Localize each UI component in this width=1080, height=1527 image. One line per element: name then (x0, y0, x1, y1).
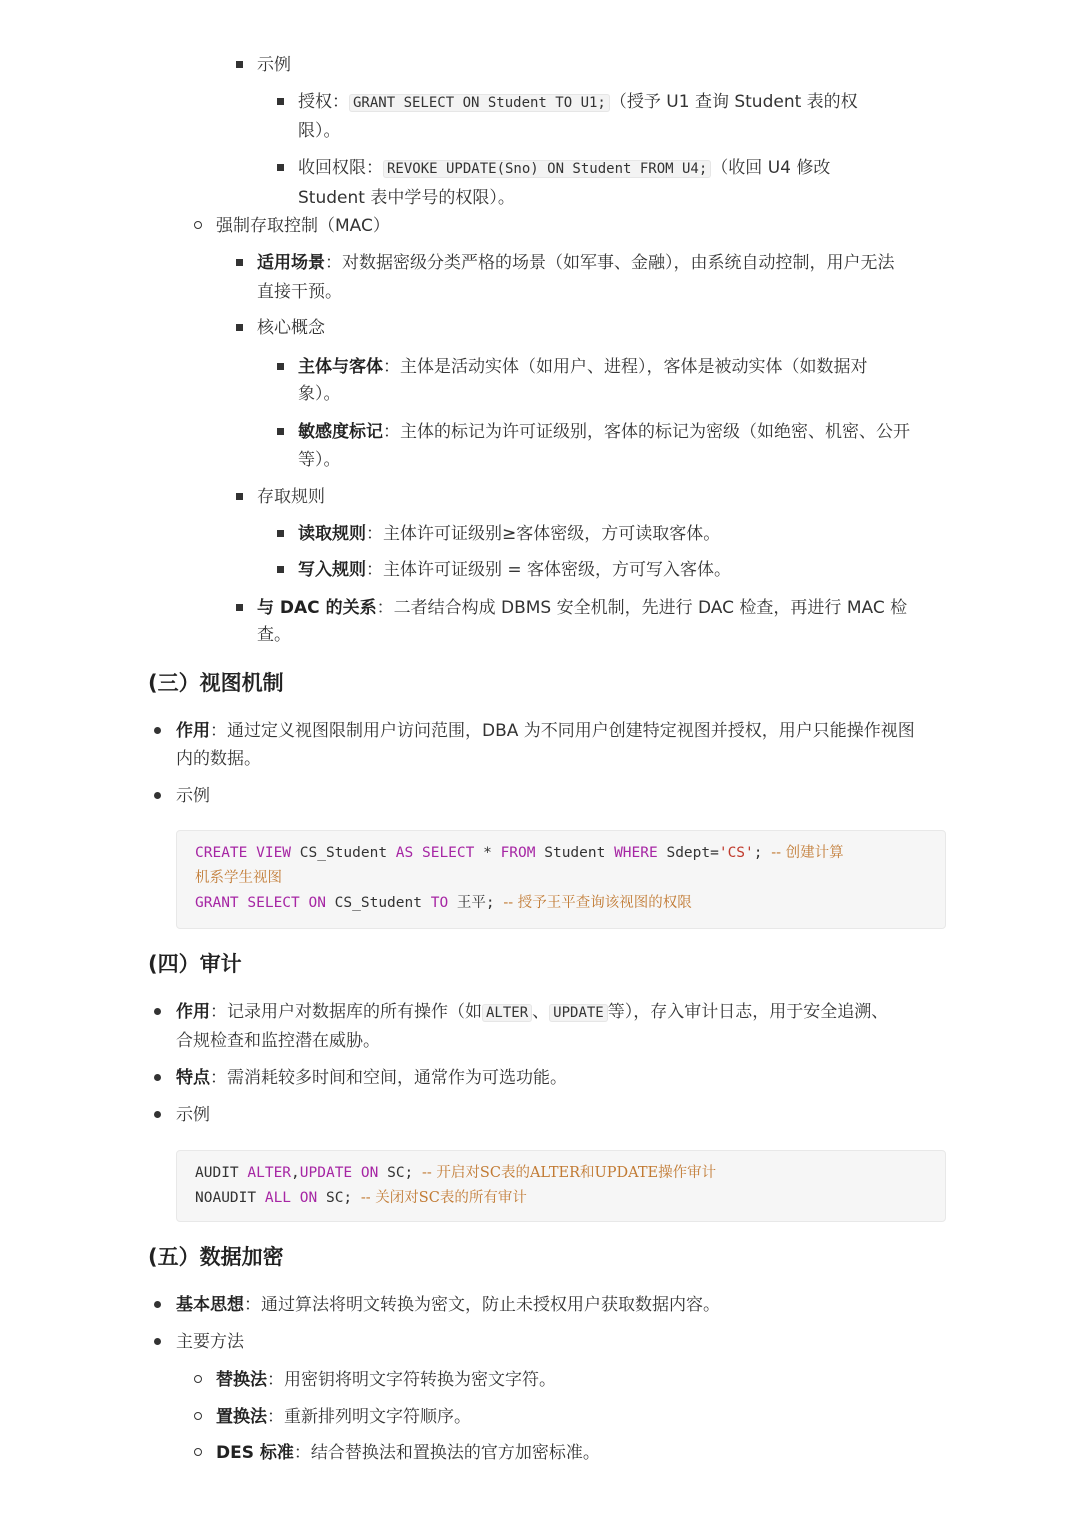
code-text: ; (753, 845, 772, 861)
code-text: 王平; (448, 895, 504, 911)
des-item (216, 1439, 600, 1467)
audit-purpose-item (176, 998, 888, 1027)
subject-label: 主体与客体 (298, 357, 383, 377)
inline-code-update: UPDATE (549, 1004, 608, 1022)
des-text: ：结合替换法和置换法的官方加密标准。 (293, 1443, 600, 1463)
revoke-desc: （收回 U4 修改 (711, 158, 831, 178)
code-keyword: UPDATE ON (299, 1165, 379, 1181)
sub-text: ：用密钥将明文字符转换为密文字符。 (267, 1370, 556, 1390)
code-keyword: GRANT SELECT ON (195, 895, 326, 911)
access-rules-item: 存取规则 (257, 483, 325, 511)
code-line (195, 866, 282, 891)
code-text: Student (535, 845, 615, 861)
view-example-item: 示例 (176, 782, 210, 810)
grant-prefix: 授权： (298, 92, 349, 112)
grant-item (298, 88, 858, 117)
code-keyword: AS SELECT (395, 845, 475, 861)
code-comment: -- 开启对SC表的ALTER和UPDATE操作审计 (422, 1165, 717, 1181)
perm-text: ：重新排列明文字符顺序。 (267, 1407, 471, 1427)
encrypt-idea-item (176, 1291, 720, 1319)
subject-object-item (298, 353, 868, 381)
mac-scene-item (257, 249, 895, 277)
view-purpose-cont: 内的数据。 (176, 749, 261, 769)
encrypt-methods-item: 主要方法 (176, 1328, 244, 1356)
code-text: AUDIT (195, 1165, 248, 1181)
scene-label: 适用场景 (257, 253, 325, 273)
code-text: , (291, 1165, 300, 1181)
code-comment: 机系学生视图 (195, 870, 282, 886)
audit-purpose-text: 等），存入审计日志，用于安全追溯、 (607, 1002, 889, 1022)
view-code-block (176, 830, 946, 929)
inline-code-alter: ALTER (482, 1004, 532, 1022)
code-line (195, 891, 692, 916)
revoke-code: REVOKE UPDATE(Sno) ON Student FROM U4; (383, 160, 711, 178)
separator: 、 (532, 1002, 550, 1022)
read-rule-item (298, 520, 720, 548)
scene-text-cont: 直接干预。 (257, 282, 342, 302)
audit-feature-item (176, 1064, 567, 1092)
substitution-item (216, 1366, 556, 1394)
sensitivity-mark-item (298, 418, 910, 446)
write-text: ：主体许可证级别 = 客体密级，方可写入客体。 (366, 560, 732, 580)
idea-text: ：通过算法将明文转换为密文，防止未授权用户获取数据内容。 (244, 1295, 720, 1315)
code-comment: -- 授予王平查询该视图的权限 (503, 895, 692, 911)
dac-label: 与 DAC 的关系 (257, 598, 377, 618)
encrypt-heading: (五）数据加密 (148, 1245, 284, 1269)
code-keyword: FROM (500, 845, 536, 861)
grant-code: GRANT SELECT ON Student TO U1; (349, 94, 610, 112)
mac-title: 强制存取控制（MAC） (216, 212, 390, 240)
code-line (195, 1186, 527, 1211)
audit-heading: (四）审计 (148, 952, 242, 976)
code-text: NOAUDIT (195, 1190, 265, 1206)
audit-purpose-text: ：记录用户对数据库的所有操作（如 (210, 1002, 482, 1022)
sub-label: 替换法 (216, 1370, 267, 1390)
scene-text: ：对数据密级分类严格的场景（如军事、金融），由系统自动控制，用户无法 (325, 253, 895, 273)
example-label: 示例 (257, 55, 291, 75)
audit-code-block (176, 1150, 946, 1222)
audit-example-item: 示例 (176, 1101, 210, 1129)
code-text: SC; (378, 1165, 423, 1181)
dac-text: ：二者结合构成 DBMS 安全机制，先进行 DAC 检查，再进行 MAC 检 (376, 598, 908, 618)
audit-purpose-label: 作用 (176, 1002, 210, 1022)
revoke-prefix: 收回权限： (298, 158, 383, 178)
subject-text: ：主体是活动实体（如用户、进程），客体是被动实体（如数据对 (383, 357, 868, 377)
read-text: ：主体许可证级别≥客体密级，方可读取客体。 (366, 524, 721, 544)
read-label: 读取规则 (298, 524, 366, 544)
code-text: CS_Student (291, 845, 396, 861)
feature-text: ：需消耗较多时间和空间，通常作为可选功能。 (210, 1068, 567, 1088)
code-comment: -- 关闭对SC表的所有审计 (360, 1190, 527, 1206)
grant-desc-cont: 限）。 (298, 121, 341, 141)
code-keyword: CREATE VIEW (195, 845, 292, 861)
dac-text-cont: 查。 (257, 625, 291, 645)
code-text: Sdept= (657, 845, 719, 861)
mark-text-cont: 等）。 (298, 450, 341, 470)
code-keyword: TO (430, 895, 449, 911)
code-text: SC; (317, 1190, 361, 1206)
core-concept-item: 核心概念 (257, 314, 325, 342)
feature-label: 特点 (176, 1068, 210, 1088)
example-item (257, 51, 291, 79)
idea-label: 基本思想 (176, 1295, 244, 1315)
view-heading: (三）视图机制 (148, 671, 284, 695)
permutation-item (216, 1403, 471, 1431)
write-rule-item (298, 556, 731, 584)
mark-text: ：主体的标记为许可证级别，客体的标记为密级（如绝密、机密、公开 (383, 422, 910, 442)
code-line (195, 1161, 716, 1186)
write-label: 写入规则 (298, 560, 366, 580)
dac-relation-item (257, 594, 907, 622)
view-purpose-item (176, 717, 915, 745)
mark-label: 敏感度标记 (298, 422, 383, 442)
audit-purpose-cont: 合规检查和监控潜在威胁。 (176, 1031, 380, 1051)
des-label: DES 标准 (216, 1443, 294, 1463)
subject-text-cont: 象）。 (298, 384, 341, 404)
code-comment: -- 创建计算 (771, 845, 844, 861)
code-text: * (474, 845, 501, 861)
code-line (195, 841, 844, 866)
view-purpose-label: 作用 (176, 721, 210, 741)
perm-label: 置换法 (216, 1407, 267, 1427)
revoke-desc-cont: Student 表中学号的权限）。 (298, 188, 515, 208)
code-keyword: ALTER (247, 1165, 292, 1181)
code-text: CS_Student (325, 895, 431, 911)
revoke-item (298, 154, 830, 183)
code-keyword: WHERE (614, 845, 658, 861)
code-keyword: ALL ON (264, 1190, 318, 1206)
grant-desc: （授予 U1 查询 Student 表的权 (609, 92, 858, 112)
code-string: 'CS' (718, 845, 754, 861)
view-purpose-text: ：通过定义视图限制用户访问范围，DBA 为不同用户创建特定视图并授权，用户只能操作视图 (210, 721, 915, 741)
